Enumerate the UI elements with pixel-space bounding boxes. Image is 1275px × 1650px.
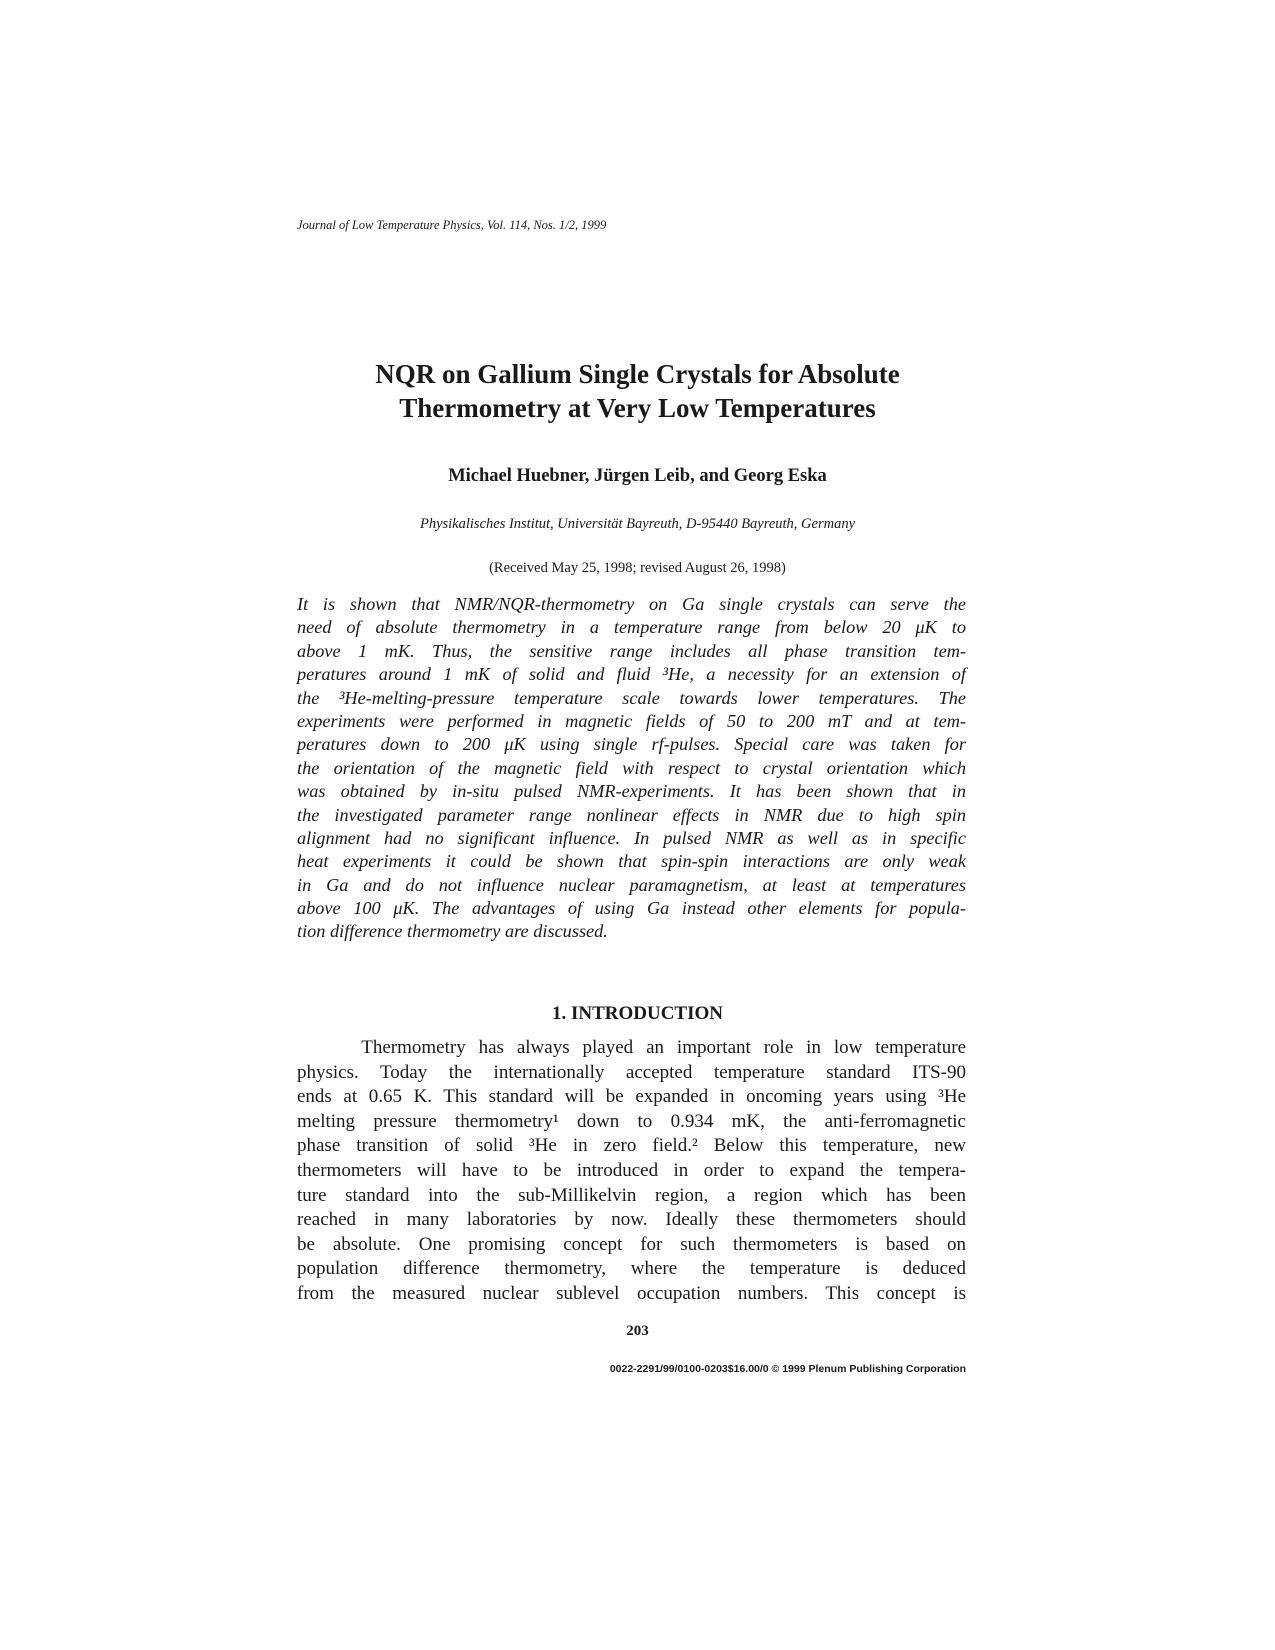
journal-citation: Journal of Low Temperature Physics, Vol. 114, Nos. 1/2, 1999 bbox=[297, 218, 607, 232]
abstract bbox=[297, 593, 966, 944]
abstract-line: the investigated parameter range nonlinear effects in NMR due to high spin bbox=[297, 804, 966, 825]
copyright-notice: 0022-2291/99/0100-0203$16.00/0 © 1999 Plenum Publishing Corporation bbox=[609, 1363, 966, 1375]
abstract-line: above 1 mK. Thus, the sensitive range includes all phase transition tem- bbox=[297, 640, 966, 661]
authors: Michael Huebner, Jürgen Leib, and Georg Eska bbox=[448, 466, 827, 486]
abstract-line: need of absolute thermometry in a temperature range from below 20 μK to bbox=[297, 617, 966, 638]
page-number: 203 bbox=[626, 1323, 649, 1339]
abstract-line: heat experiments it could be shown that spin-spin interactions are only weak bbox=[297, 851, 966, 872]
affiliation: Physikalisches Institut, Universität Bayreuth, D-95440 Bayreuth, Germany bbox=[419, 516, 856, 532]
abstract-line: alignment had no significant influence. In pulsed NMR as well as in specific bbox=[297, 827, 966, 848]
body-line: from the measured nuclear sublevel occupation numbers. This concept is bbox=[297, 1282, 966, 1304]
abstract-line: above 100 μK. The advantages of using Ga instead other elements for popula- bbox=[297, 898, 966, 919]
body-line: be absolute. One promising concept for such thermometers is based on bbox=[297, 1233, 966, 1255]
body-line: ture standard into the sub-Millikelvin region, a region which has been bbox=[297, 1184, 966, 1206]
abstract-line: experiments were performed in magnetic fields of 50 to 200 mT and at tem- bbox=[297, 710, 966, 731]
body-line: melting pressure thermometry¹ down to 0.934 mK, the anti-ferromagnetic bbox=[297, 1110, 966, 1132]
body-text bbox=[297, 1036, 966, 1307]
body-line: thermometers will have to be introduced in order to expand the tempera- bbox=[297, 1159, 966, 1181]
abstract-line: in Ga and do not influence nuclear paramagnetism, at least at temperatures bbox=[297, 874, 966, 895]
title-line-1: NQR on Gallium Single Crystals for Absolute bbox=[375, 359, 900, 389]
body-line: ends at 0.65 K. This standard will be expanded in oncoming years using ³He bbox=[297, 1086, 966, 1108]
section-heading: 1. INTRODUCTION bbox=[551, 1003, 724, 1024]
body-line: reached in many laboratories by now. Ideally these thermometers should bbox=[297, 1209, 966, 1231]
abstract-line: tion difference thermometry are discussed. bbox=[297, 921, 608, 942]
abstract-line: was obtained by in-situ pulsed NMR-experiments. It has been shown that in bbox=[297, 781, 966, 802]
body-line: population difference thermometry, where the temperature is deduced bbox=[297, 1258, 966, 1280]
abstract-line: peratures down to 200 μK using single rf-pulses. Special care was taken for bbox=[297, 734, 966, 755]
abstract-line: the ³He-melting-pressure temperature scale towards lower temperatures. The bbox=[297, 687, 966, 708]
title-line-2: Thermometry at Very Low Temperatures bbox=[399, 393, 876, 423]
abstract-line: peratures around 1 mK of solid and fluid ³He, a necessity for an extension of bbox=[297, 664, 966, 685]
abstract-line: It is shown that NMR/NQR-thermometry on Ga single crystals can serve the bbox=[297, 594, 966, 614]
body-line: phase transition of solid ³He in zero field.² Below this temperature, new bbox=[297, 1135, 966, 1157]
received-dates: (Received May 25, 1998; revised August 26, 1998) bbox=[489, 560, 786, 576]
article-title bbox=[0, 357, 1275, 425]
body-line: physics. Today the internationally accepted temperature standard ITS-90 bbox=[297, 1061, 966, 1083]
body-line: Thermometry has always played an important role in low temperature bbox=[297, 1037, 966, 1058]
abstract-line: the orientation of the magnetic field with respect to crystal orientation which bbox=[297, 757, 966, 778]
